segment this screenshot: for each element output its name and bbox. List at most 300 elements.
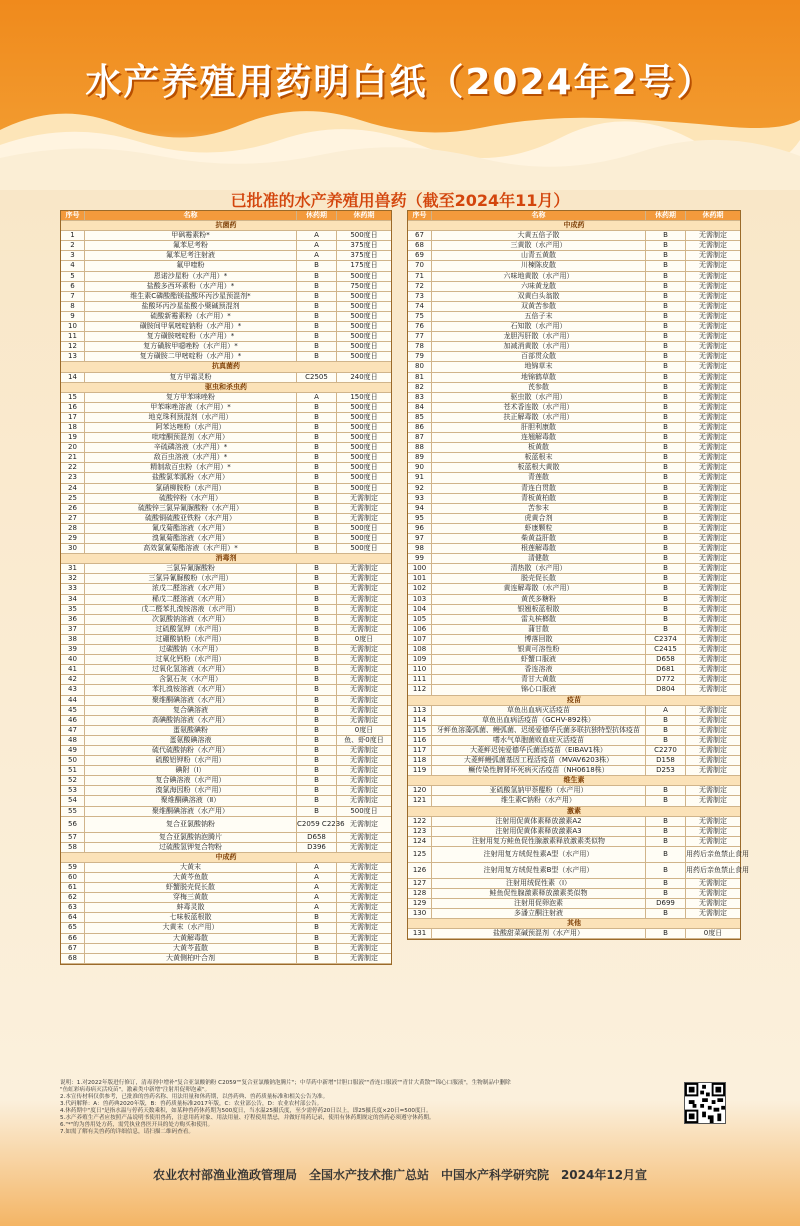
row-number: 71	[408, 272, 432, 281]
row-number: 30	[61, 544, 85, 553]
table-row	[408, 332, 740, 342]
drug-name: 黄芪多糖粉	[432, 595, 646, 604]
drug-name: 敌百虫溶液（水产用）*	[85, 453, 297, 462]
table-row	[61, 504, 391, 514]
standard-code: B	[297, 453, 337, 462]
withdrawal-period: 无需制定	[699, 483, 727, 492]
drug-name: 大黄芩鱼散	[85, 873, 297, 882]
row-number: 10	[61, 322, 85, 331]
table-row	[61, 913, 391, 923]
withdrawal-period: 无需制定	[350, 715, 378, 724]
withdrawal-period: 500度日	[350, 231, 378, 240]
drug-name: 三黄散（水产用）	[432, 241, 646, 250]
table-row	[61, 574, 391, 584]
standard-code: B	[646, 879, 686, 888]
drug-name: 注射用促黄体素释放激素A2	[432, 817, 646, 826]
drug-name: 百部贯众散	[432, 352, 646, 361]
drug-name: 聚维酮碘溶液（水产用）	[85, 807, 297, 816]
table-row	[61, 453, 391, 463]
standard-code: B	[297, 342, 337, 351]
row-number: 53	[61, 786, 85, 795]
table-row	[61, 903, 391, 913]
withdrawal-period: 无需制定	[699, 291, 727, 300]
drug-name: 复方磺胺二甲嘧啶粉（水产用）*	[85, 352, 297, 361]
table-row	[61, 756, 391, 766]
standard-code: B	[646, 929, 686, 938]
withdrawal-period: 无需制定	[699, 614, 727, 623]
drug-name: 大黄五倍子散	[432, 231, 646, 240]
withdrawal-period: 无需制定	[699, 332, 727, 341]
table-row	[408, 524, 740, 534]
withdrawal-period: 无需制定	[699, 342, 727, 351]
table-row	[61, 625, 391, 635]
withdrawal-period: 无需制定	[350, 574, 378, 583]
withdrawal-period: 无需制定	[699, 241, 727, 250]
table-row	[61, 494, 391, 504]
drug-name: 加减消黄散（水产用）	[432, 342, 646, 351]
standard-code: B	[646, 423, 686, 432]
standard-code: B	[297, 706, 337, 715]
row-number: 56	[61, 817, 85, 832]
standard-code: B	[646, 837, 686, 846]
standard-code: C2374	[646, 635, 686, 644]
standard-code: A	[297, 241, 337, 250]
withdrawal-period: 500度日	[350, 412, 378, 421]
table-row	[408, 817, 740, 827]
table-header-row	[61, 211, 391, 221]
standard-code: B	[297, 934, 337, 943]
row-number: 73	[408, 292, 432, 301]
standard-code: B	[297, 322, 337, 331]
drug-name: 过硫酸氢钾复合物粉	[85, 843, 297, 852]
withdrawal-period: 无需制定	[699, 756, 727, 765]
withdrawal-period: 375度日	[350, 251, 378, 260]
table-row	[61, 954, 391, 964]
withdrawal-period: 无需制定	[699, 322, 727, 331]
row-number: 88	[408, 443, 432, 452]
row-number: 81	[408, 373, 432, 382]
table-row	[408, 706, 740, 716]
category-header: 中成药	[61, 853, 391, 863]
withdrawal-period: 500度日	[350, 311, 378, 320]
row-number: 7	[61, 292, 85, 301]
row-number: 47	[61, 726, 85, 735]
table-row	[408, 716, 740, 726]
drug-name: 七味板蓝根散	[85, 913, 297, 922]
drug-name: 牙鲆鱼溶藻弧菌、鳗弧菌、迟缓爱德华氏菌多联抗独特型抗体疫苗	[432, 726, 646, 735]
standard-code: B	[297, 423, 337, 432]
drug-name: 六味地黄散（水产用）	[432, 272, 646, 281]
row-number: 103	[408, 595, 432, 604]
table-row	[61, 635, 391, 645]
row-number: 119	[408, 766, 432, 775]
table-row	[61, 873, 391, 883]
column-header: 序号	[61, 211, 85, 220]
row-number: 16	[61, 403, 85, 412]
table-row	[408, 595, 740, 605]
standard-code: B	[646, 796, 686, 805]
row-number: 25	[61, 494, 85, 503]
drug-name: 锦心口服液	[432, 685, 646, 694]
standard-code: B	[297, 544, 337, 553]
drug-name: 大黄芩蓝散	[85, 944, 297, 953]
standard-code: B	[646, 352, 686, 361]
table-row	[61, 241, 391, 251]
table-row	[408, 443, 740, 453]
standard-code: B	[646, 261, 686, 270]
table-row	[61, 433, 391, 443]
drug-name: 过硫酸氢钾（水产用）	[85, 625, 297, 634]
table-row	[408, 342, 740, 352]
table-row	[61, 934, 391, 944]
table-row	[408, 796, 740, 806]
row-number: 48	[61, 736, 85, 745]
row-number: 90	[408, 463, 432, 472]
table-row	[61, 352, 391, 362]
standard-code: B	[297, 796, 337, 805]
table-row	[61, 403, 391, 413]
row-number: 92	[408, 484, 432, 493]
table-row	[61, 534, 391, 544]
standard-code: B	[297, 514, 337, 523]
withdrawal-period: 无需制定	[350, 766, 378, 775]
withdrawal-period: 500度日	[350, 342, 378, 351]
column-header: 名称	[432, 211, 646, 220]
row-number: 45	[61, 706, 85, 715]
withdrawal-period: 无需制定	[699, 816, 727, 825]
standard-code: A	[646, 706, 686, 715]
row-number: 86	[408, 423, 432, 432]
row-number: 80	[408, 362, 432, 371]
withdrawal-period: 500度日	[350, 463, 378, 472]
table-row	[408, 863, 749, 879]
drug-name: 甲苯咪唑溶液（水产用）*	[85, 403, 297, 412]
row-number: 12	[61, 342, 85, 351]
row-number: 95	[408, 514, 432, 523]
drug-name: 根莲解毒散	[432, 544, 646, 553]
table-row	[408, 231, 740, 241]
drug-name: 溴氯海因粉（水产用）	[85, 786, 297, 795]
row-number: 129	[408, 899, 432, 908]
standard-code: B	[297, 766, 337, 775]
standard-code: B	[646, 726, 686, 735]
row-number: 120	[408, 786, 432, 795]
drug-name: 虾蟹脱壳促长散	[85, 883, 297, 892]
table-row	[408, 504, 740, 514]
drug-name: 芪参散	[432, 383, 646, 392]
row-number: 21	[61, 453, 85, 462]
drug-name: 注射用复方绒促性素A型（水产用）	[432, 847, 646, 862]
standard-code: D699	[646, 899, 686, 908]
row-number: 102	[408, 584, 432, 593]
drug-name: 大黄解毒散	[85, 934, 297, 943]
standard-code: A	[297, 873, 337, 882]
standard-code: B	[646, 463, 686, 472]
standard-code: B	[297, 605, 337, 614]
withdrawal-period: 无需制定	[350, 655, 378, 664]
standard-code: B	[646, 362, 686, 371]
row-number: 52	[61, 776, 85, 785]
withdrawal-period: 无需制定	[699, 766, 727, 775]
standard-code: B	[646, 433, 686, 442]
drug-name: 注射用促黄体素释放激素A3	[432, 827, 646, 836]
standard-code: B	[297, 272, 337, 281]
standard-code: D804	[646, 685, 686, 694]
drug-name: 香连溶液	[432, 665, 646, 674]
drug-name: 三氯异氰脲酸粉	[85, 564, 297, 573]
standard-code: B	[646, 292, 686, 301]
table-row	[408, 929, 740, 939]
withdrawal-period: 无需制定	[699, 231, 727, 240]
column-header: 休药期	[646, 211, 686, 220]
withdrawal-period: 无需制定	[699, 604, 727, 613]
withdrawal-period: 500度日	[350, 544, 378, 553]
withdrawal-period: 500度日	[350, 291, 378, 300]
standard-code: B	[646, 514, 686, 523]
standard-code: B	[297, 574, 337, 583]
row-number: 32	[61, 574, 85, 583]
drug-name: 硫酸锌粉（水产用）	[85, 494, 297, 503]
withdrawal-period: 无需制定	[350, 883, 378, 892]
standard-code: B	[646, 554, 686, 563]
withdrawal-period: 无需制定	[699, 372, 727, 381]
table-row	[61, 413, 391, 423]
withdrawal-period: 无需制定	[699, 493, 727, 502]
standard-code: B	[646, 909, 686, 918]
table-row	[408, 584, 740, 594]
drug-name: 地锦草末	[432, 362, 646, 371]
table-row	[408, 494, 740, 504]
row-number: 64	[61, 913, 85, 922]
standard-code: B	[646, 453, 686, 462]
table-row	[408, 514, 740, 524]
withdrawal-period: 无需制定	[699, 665, 727, 674]
table-row	[408, 484, 740, 494]
drug-name: 过碳酸钠（水产用）	[85, 645, 297, 654]
table-row	[408, 373, 740, 383]
row-number: 11	[61, 332, 85, 341]
withdrawal-period: 无需制定	[699, 463, 727, 472]
row-number: 70	[408, 261, 432, 270]
row-number: 27	[61, 514, 85, 523]
table-row	[61, 332, 391, 342]
standard-code: C2505	[297, 373, 337, 382]
row-number: 122	[408, 817, 432, 826]
standard-code: B	[297, 413, 337, 422]
withdrawal-period: 无需制定	[699, 594, 727, 603]
withdrawal-period: 无需制定	[699, 523, 727, 532]
table-row	[408, 473, 740, 483]
table-row	[408, 554, 740, 564]
row-number: 49	[61, 746, 85, 755]
standard-code: B	[297, 954, 337, 963]
standard-code: B	[646, 403, 686, 412]
drug-name: 过硼酸钠粉（水产用）	[85, 635, 297, 644]
withdrawal-period: 无需制定	[350, 873, 378, 881]
drug-name: 多潘立酮注射液	[432, 909, 646, 918]
row-number: 6	[61, 282, 85, 291]
row-number: 44	[61, 696, 85, 705]
table-row	[408, 756, 740, 766]
row-number: 40	[61, 655, 85, 664]
withdrawal-period: 240度日	[350, 372, 378, 381]
row-number: 94	[408, 504, 432, 513]
withdrawal-period: 500度日	[350, 332, 378, 341]
standard-code: B	[646, 373, 686, 382]
note-line: 3.代码解释：A：兽药典2020年版，B：兽药质量标准2017年版，C：农业部公告，D：农业农村部公告。	[60, 1101, 323, 1107]
table-row	[408, 726, 740, 736]
standard-code: A	[297, 231, 337, 240]
row-number: 59	[61, 863, 85, 872]
drug-name: 溴氰菊酯溶液（水产用）	[85, 534, 297, 543]
row-number: 116	[408, 736, 432, 745]
table-row	[61, 473, 391, 483]
drug-table-left	[60, 210, 392, 965]
row-number: 19	[61, 433, 85, 442]
row-number: 29	[61, 534, 85, 543]
withdrawal-period: 无需制定	[699, 251, 727, 260]
withdrawal-period: 无需制定	[699, 513, 727, 522]
drug-name: 吡喹酮预混剂（水产用）	[85, 433, 297, 442]
withdrawal-period: 500度日	[350, 352, 378, 361]
table-row	[408, 655, 740, 665]
drug-name: 板黄散	[432, 443, 646, 452]
standard-code: B	[297, 282, 337, 291]
standard-code: B	[297, 807, 337, 816]
category-header: 抗真菌药	[61, 362, 391, 372]
withdrawal-period: 无需制定	[699, 473, 727, 482]
table-row	[61, 261, 391, 271]
table-row	[408, 423, 740, 433]
standard-code: B	[297, 746, 337, 755]
standard-code: B	[646, 889, 686, 898]
row-number: 67	[408, 231, 432, 240]
withdrawal-period: 无需制定	[350, 513, 378, 522]
drug-name: 双黄白头翁散	[432, 292, 646, 301]
withdrawal-period: 无需制定	[699, 735, 727, 744]
standard-code: D396	[297, 843, 337, 852]
withdrawal-period: 无需制定	[350, 832, 378, 841]
withdrawal-period: 无需制定	[350, 862, 378, 871]
table-row	[61, 706, 391, 716]
standard-code: B	[646, 332, 686, 341]
row-number: 9	[61, 312, 85, 321]
withdrawal-period: 无需制定	[350, 786, 378, 795]
table-row	[61, 463, 391, 473]
withdrawal-period: 500度日	[350, 271, 378, 280]
standard-code: D681	[646, 665, 686, 674]
standard-code: B	[297, 923, 337, 932]
row-number: 43	[61, 685, 85, 694]
table-row	[408, 736, 740, 746]
withdrawal-period: 无需制定	[699, 544, 727, 553]
drug-name: 硫酸铝钾粉（水产用）	[85, 756, 297, 765]
withdrawal-period: 无需制定	[699, 574, 727, 583]
table-row	[61, 393, 391, 403]
qr-code	[684, 1082, 726, 1124]
row-number: 66	[61, 934, 85, 943]
withdrawal-period: 无需制定	[350, 943, 378, 952]
withdrawal-period: 无需制定	[350, 695, 378, 704]
drug-name: 石知散（水产用）	[432, 322, 646, 331]
standard-code: C2059 C2236	[297, 817, 337, 832]
withdrawal-period: 无需制定	[699, 382, 727, 391]
table-row	[61, 675, 391, 685]
standard-code: B	[646, 716, 686, 725]
table-row	[408, 909, 740, 919]
withdrawal-period: 无需制定	[350, 493, 378, 502]
withdrawal-period: 无需制定	[350, 594, 378, 603]
standard-code: B	[297, 635, 337, 644]
standard-code: B	[646, 615, 686, 624]
drug-name: 大菱鲆迟钝爱德华氏菌活疫苗（EIBAV1株）	[432, 746, 646, 755]
drug-name: 硫酸铜硫酸亚铁粉（水产用）	[85, 514, 297, 523]
row-number: 110	[408, 665, 432, 674]
table-row	[408, 302, 740, 312]
table-row	[61, 544, 391, 554]
withdrawal-period: 无需制定	[699, 634, 727, 643]
category-header: 驱虫和杀虫药	[61, 383, 391, 393]
table-row	[61, 716, 391, 726]
standard-code: B	[646, 544, 686, 553]
table-row	[61, 833, 391, 843]
row-number: 57	[61, 833, 85, 842]
row-number: 61	[61, 883, 85, 892]
withdrawal-period: 0度日	[354, 725, 374, 734]
drug-name: 次氯酸钠溶液（水产用）	[85, 615, 297, 624]
row-number: 67	[61, 944, 85, 953]
table-row	[61, 595, 391, 605]
withdrawal-period: 无需制定	[350, 675, 378, 684]
table-row	[61, 923, 391, 933]
table-row	[61, 564, 391, 574]
standard-code: B	[297, 685, 337, 694]
drug-name: 六味黄龙散	[432, 282, 646, 291]
standard-code: A	[297, 893, 337, 902]
withdrawal-period: 无需制定	[699, 889, 727, 897]
standard-code: B	[297, 675, 337, 684]
standard-code: B	[646, 393, 686, 402]
column-header: 名称	[85, 211, 297, 220]
standard-code: A	[297, 393, 337, 402]
standard-code: B	[646, 827, 686, 836]
withdrawal-period: 无需制定	[350, 665, 378, 674]
withdrawal-period: 500度日	[350, 422, 378, 431]
table-row	[408, 292, 740, 302]
withdrawal-period: 无需制定	[699, 878, 727, 887]
withdrawal-period: 500度日	[350, 402, 378, 411]
drug-name: 苍术香连散（水产用）	[432, 403, 646, 412]
note-line: 7.如需了解有关兽药的详细信息，请扫描二维码查看。	[60, 1129, 194, 1135]
withdrawal-period: 500度日	[350, 483, 378, 492]
drug-name: 脱壳促长散	[432, 574, 646, 583]
withdrawal-period: 500度日	[350, 806, 378, 815]
drug-name: 穿梅三黄散	[85, 893, 297, 902]
standard-code: A	[297, 903, 337, 912]
drug-name: 氟苯尼考粉	[85, 241, 297, 250]
drug-name: 三氯异氰脲酸粉（水产用）	[85, 574, 297, 583]
row-number: 39	[61, 645, 85, 654]
row-number: 63	[61, 903, 85, 912]
row-number: 126	[408, 863, 432, 878]
standard-code: B	[297, 665, 337, 674]
row-number: 69	[408, 251, 432, 260]
table-row	[408, 879, 740, 889]
withdrawal-period: 无需制定	[350, 745, 378, 754]
drug-name: 鳜传染性脾肾坏死病灭活疫苗（NH0618株）	[432, 766, 646, 775]
row-number: 109	[408, 655, 432, 664]
standard-code: B	[646, 584, 686, 593]
